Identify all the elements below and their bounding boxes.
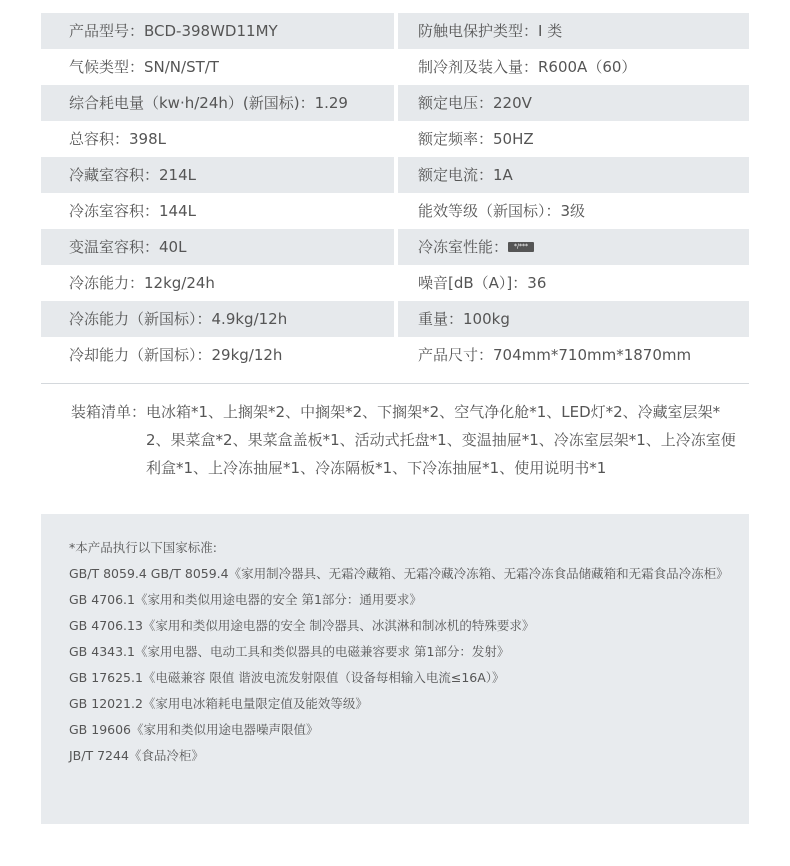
spec-row [41,229,749,265]
spec-row [41,337,749,373]
spec-freezer-performance [398,229,749,265]
spec-freezer-volume: 冷冻室容积：144L [69,202,196,220]
section-divider [41,383,749,384]
spec-shock-protection: 防触电保护类型：I 类 [398,13,749,49]
spec-power-consumption: 综合耗电量（kw·h/24h）(新国标)：1.29 [41,85,394,121]
spec-noise: 噪音[dB（A）]：36 [418,274,547,292]
spec-rated-frequency: 额定频率：50HZ [418,130,534,148]
spec-row [41,13,749,49]
spec-dimensions: 产品尺寸：704mm*710mm*1870mm [418,346,692,364]
packing-list-text: 电冰箱*1、上搁架*2、中搁架*2、下搁架*2、空气净化舱*1、LED灯*2、冷藏室层架*2、果菜盒*2、果菜盒盖板*1、活动式托盘*1、变温抽屉*1、冷冻室层架*1、上冷冻室便利盒*1、上冷冻抽屉*1、冷冻隔板*1、下冷冻抽屉*1、使用说明书*1 [146,403,736,477]
standards-panel [41,514,749,824]
packing-list-label: 装箱清单： [71,403,147,421]
spec-rated-current: 额定电流：1A [398,157,749,193]
spec-row [41,301,749,337]
spec-rated-voltage: 额定电压：220V [398,85,749,121]
spec-total-volume: 总容积：398L [69,130,166,148]
spec-cooling-capacity-new: 冷却能力（新国标）：29kg/12h [69,346,283,364]
spec-row [41,193,749,229]
standards-intro: *本产品执行以下国家标准: [69,540,217,555]
standard-item: GB 4343.1《家用电器、电动工具和类似器具的电磁兼容要求 第1部分：发射》 [69,644,510,659]
standard-item: GB 19606《家用和类似用途电器噪声限值》 [69,722,319,737]
spec-weight: 重量：100kg [398,301,749,337]
spec-row [41,49,749,85]
spec-table [41,13,749,373]
spec-model: 产品型号：BCD-398WD11MY [41,13,394,49]
standard-item: GB 4706.13《家用和类似用途电器的安全 制冷器具、冰淇淋和制冰机的特殊要求》 [69,618,535,633]
spec-row [41,157,749,193]
packing-list [71,398,736,482]
spec-row [41,265,749,301]
spec-freezer-performance-label: 冷冻室性能： [418,238,509,256]
standard-item: GB 4706.1《家用和类似用途电器的安全 第1部分：通用要求》 [69,592,422,607]
spec-row [41,121,749,157]
standard-item: GB 17625.1《电磁兼容 限值 谐波电流发射限值（设备每相输入电流≤16A）》 [69,670,505,685]
standard-item: GB/T 8059.4 GB/T 8059.4《家用制冷器具、无霜冷藏箱、无霜冷藏冷冻箱、无霜冷冻食品储藏箱和无霜食品冷冻柜》 [69,566,729,581]
spec-freezing-capacity: 冷冻能力：12kg/24h [69,274,215,292]
spec-refrigerant: 制冷剂及装入量：R600A（60） [418,58,637,76]
spec-freezing-capacity-new: 冷冻能力（新国标）：4.9kg/12h [41,301,394,337]
spec-row [41,85,749,121]
spec-fridge-volume: 冷藏室容积：214L [41,157,394,193]
freezer-star-rating-icon: */*** [508,242,534,252]
standard-item: GB 12021.2《家用电冰箱耗电量限定值及能效等级》 [69,696,368,711]
spec-energy-class: 能效等级（新国标）：3级 [418,202,586,220]
standard-item: JB/T 7244《食品冷柜》 [69,748,204,763]
spec-variable-volume: 变温室容积：40L [41,229,394,265]
spec-climate-type: 气候类型：SN/N/ST/T [69,58,219,76]
